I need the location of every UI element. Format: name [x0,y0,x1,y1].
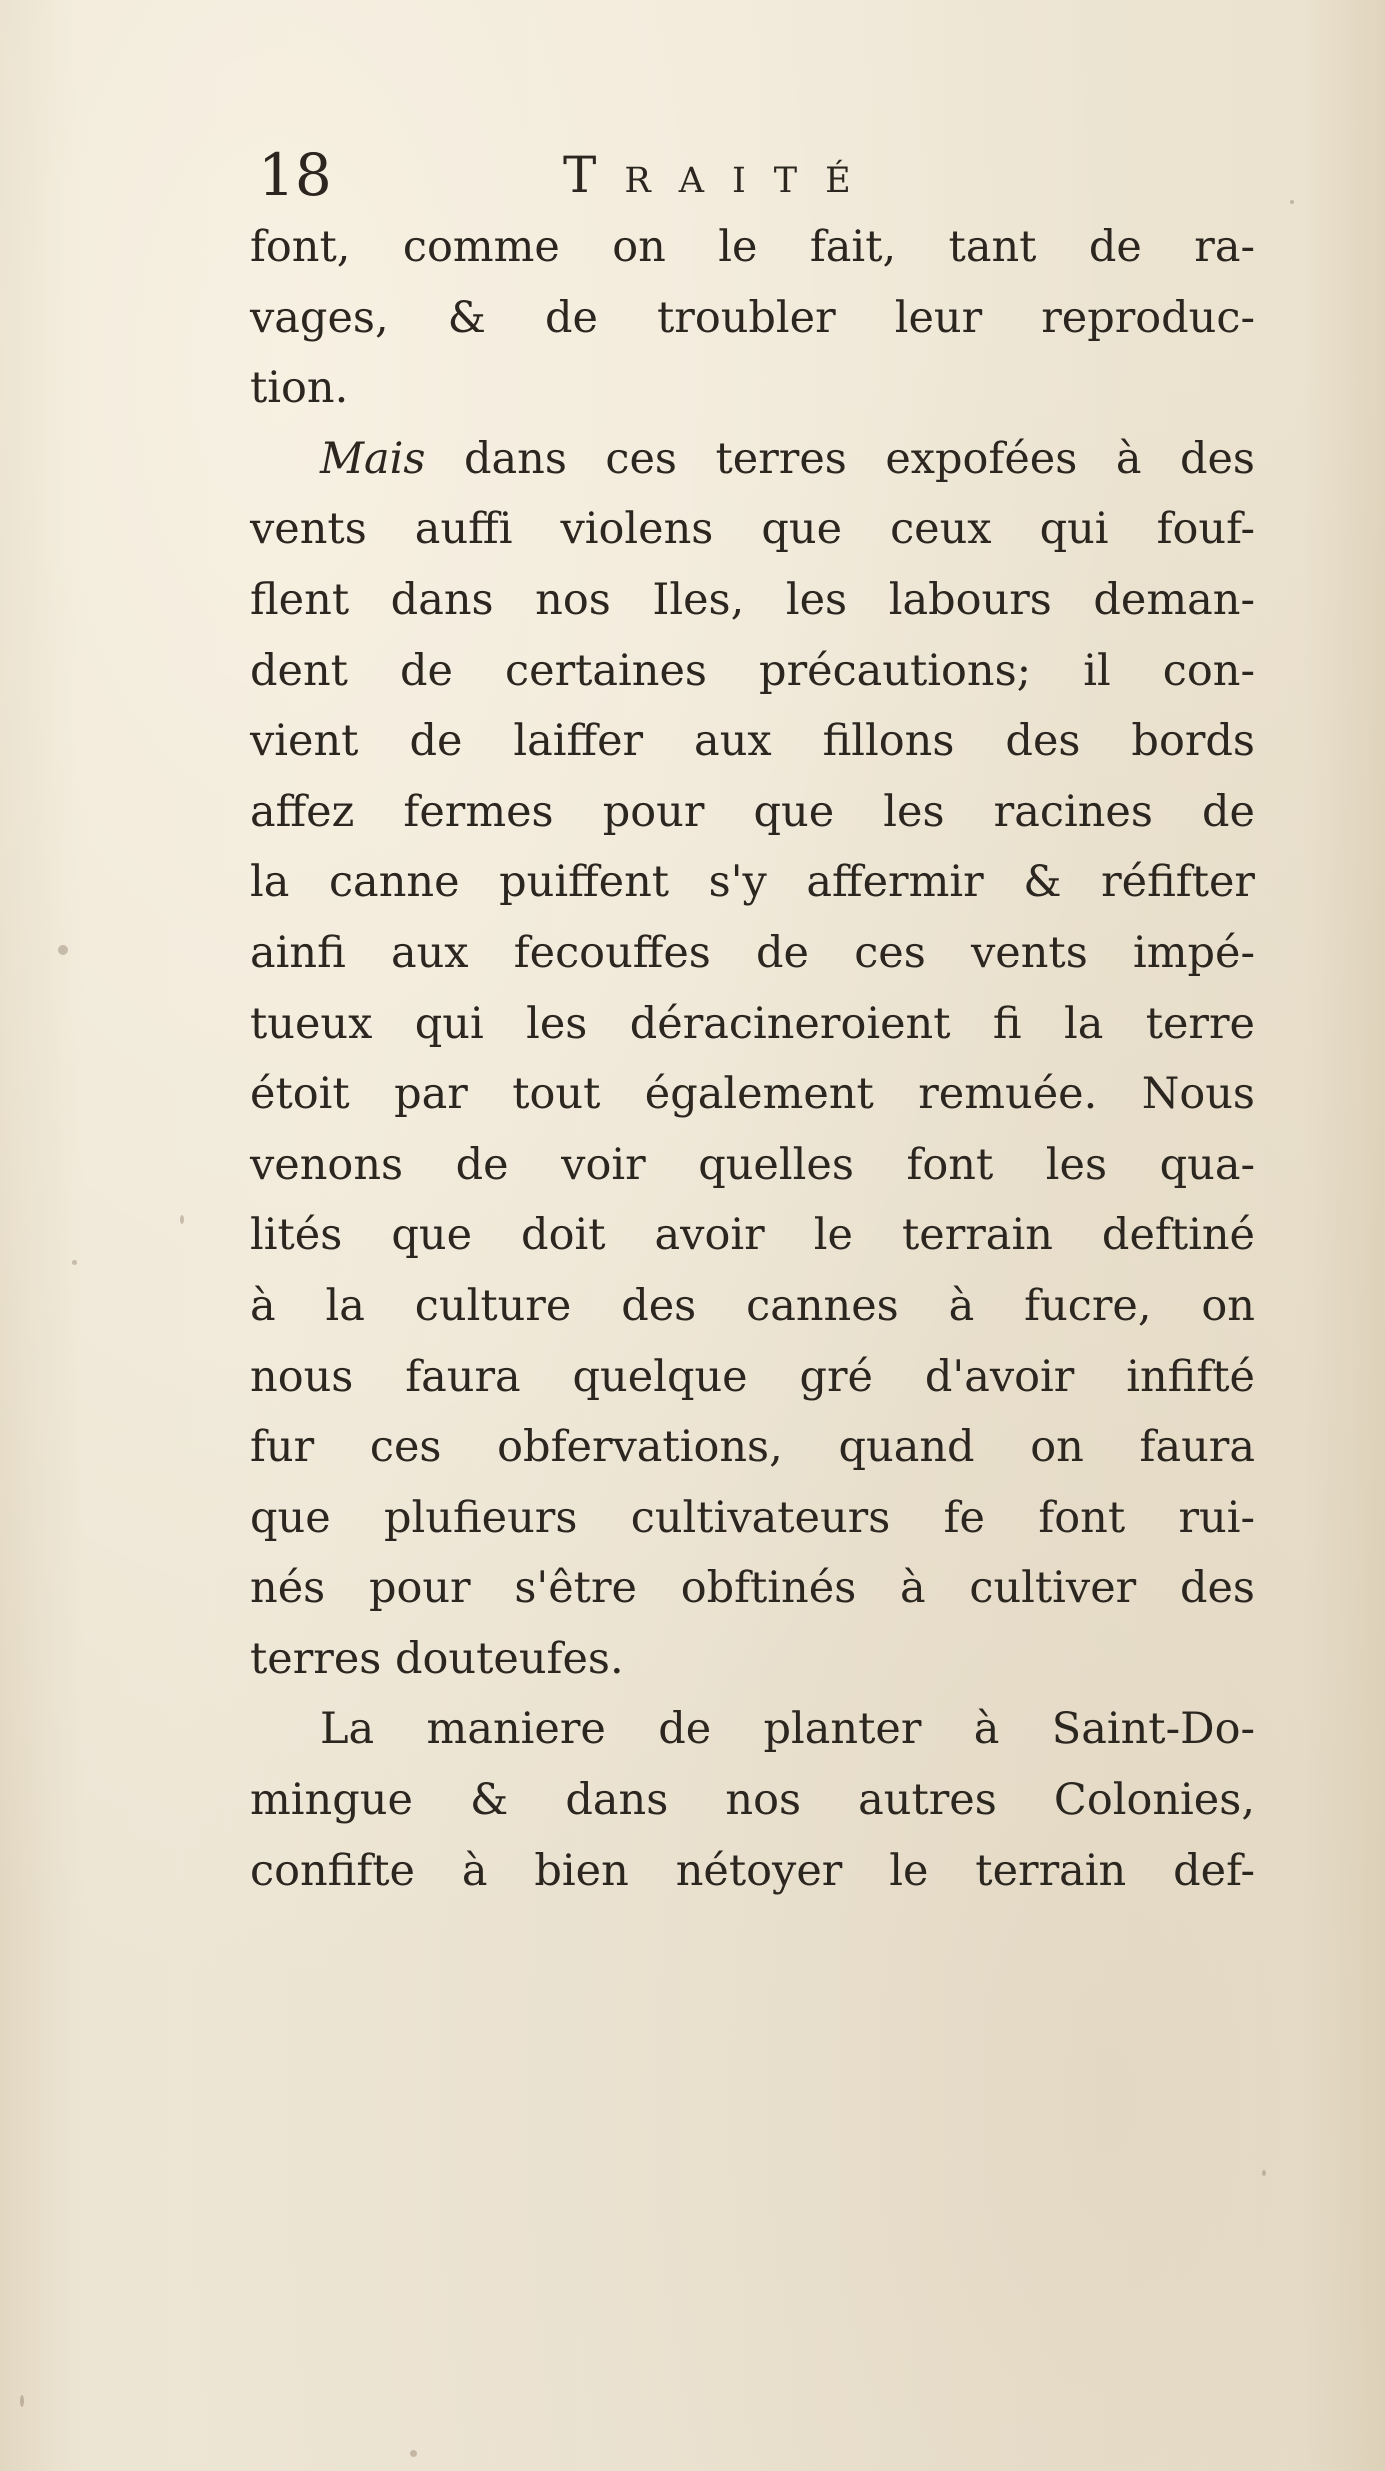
text-line-rest: dans ces terres expofées à des [463,433,1255,484]
text-line: mingue & dans nos autres Colonies, [250,1775,1255,1826]
text-line: vents auffi violens que ceux qui fouf- [250,504,1255,555]
text-line: tion. [250,363,349,414]
text-line: ainfi aux fecouffes de ces vents impé- [250,927,1255,978]
text-line: terres douteufes. [250,1633,624,1684]
paper-speck [180,1215,184,1224]
text-line: lités que doit avoir le terrain deftiné [250,1210,1255,1261]
text-line: font, comme on le fait, tant de ra- [250,222,1255,272]
paper-speck [410,2450,417,2457]
paper-speck [1262,2170,1266,2176]
text-line: à la culture des cannes à fucre, on [250,1280,1255,1331]
running-title: Traité [563,146,879,204]
text-line: confifte à bien nétoyer le terrain def- [250,1845,1255,1896]
paper-speck [58,945,68,955]
text-line: fur ces obfervations, quand on faura [250,1422,1255,1473]
paper-speck [72,1260,77,1265]
italic-word: Mais [320,433,426,484]
text-line: dent de certaines précautions; il con- [250,645,1255,696]
text-line: que plufieurs cultivateurs fe font rui- [250,1492,1255,1543]
page-header [258,140,1258,210]
text-line: nous faura quelque gré d'avoir infifté [250,1351,1255,1402]
paragraph-start-line [250,424,1255,495]
text-line: nés pour s'être obftinés à cultiver des [250,1563,1255,1614]
paper-speck [1290,200,1294,204]
page-number: 18 [258,141,332,209]
text-line: la canne puiffent s'y affermir & réfifter [250,857,1255,908]
body-text [250,212,1255,1906]
text-line: étoit par tout également remuée. Nous [250,1069,1255,1120]
text-line: flent dans nos Iles, les labours deman- [250,574,1255,625]
paragraph-start-line: La maniere de planter à Saint-Do- [320,1704,1255,1755]
paper-speck [20,2395,24,2407]
text-line: venons de voir quelles font les qua- [250,1139,1255,1190]
text-line: affez fermes pour que les racines de [250,786,1255,837]
text-line: tueux qui les déracineroient fi la terre [250,998,1255,1049]
text-line: vient de laiffer aux fillons des bords [250,716,1255,767]
text-line: vages, & de troubler leur reproduc- [250,292,1255,343]
